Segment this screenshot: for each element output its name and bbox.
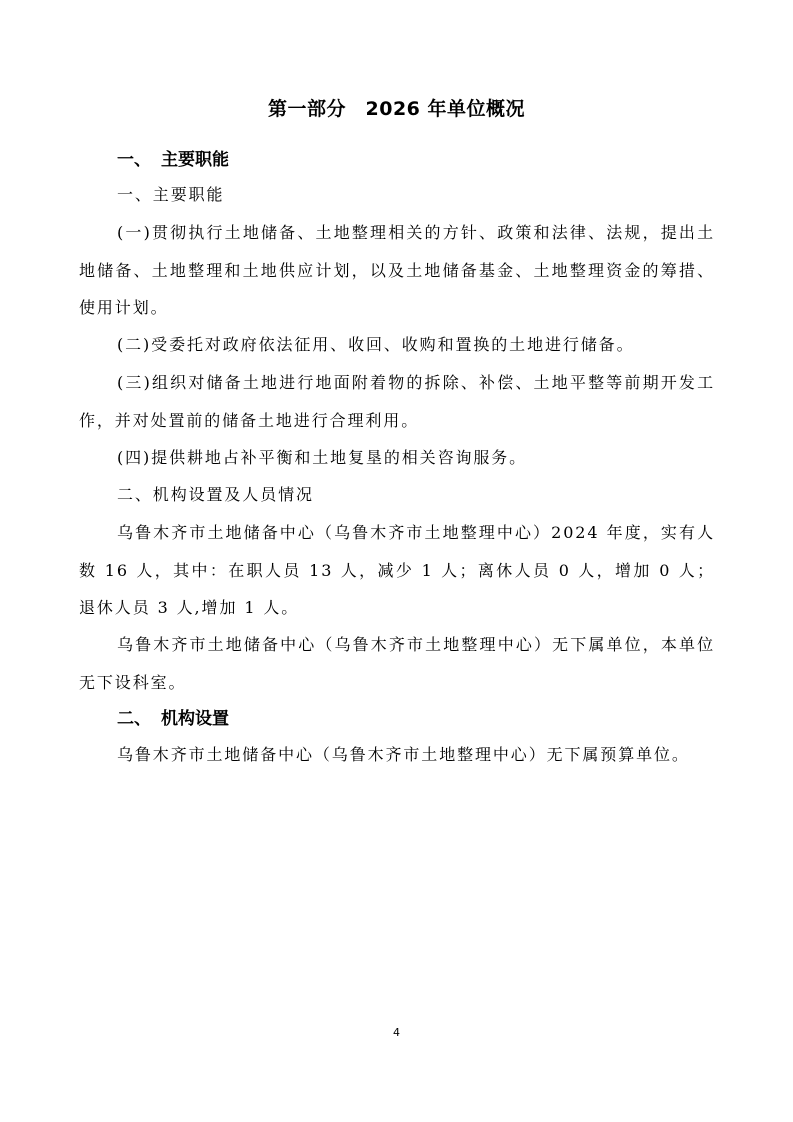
section-heading-main-functions — [117, 148, 229, 172]
paragraph-staffing-numbers: 乌鲁木齐市土地储备中心（乌鲁木齐市土地整理中心）2024 年度，实有人数 16 人，其中：在职人员 13 人，减少 1 人；离休人员 0 人，增加 0 人；退休人员 3 人,增加 1 人。 — [79, 523, 715, 617]
section-heading-text: 主要职能 — [161, 150, 229, 170]
paragraph-duty-2: (二)受委托对政府依法征用、收回、收购和置换的土地进行储备。 — [117, 335, 635, 354]
paragraph-budget-units: 乌鲁木齐市土地储备中心（乌鲁木齐市土地整理中心）无下属预算单位。 — [117, 745, 690, 764]
subheading-main-functions: 一、主要职能 — [117, 185, 225, 204]
section-heading-organization — [117, 707, 229, 731]
paragraph-duty-4: (四)提供耕地占补平衡和土地复垦的相关咨询服务。 — [117, 448, 528, 467]
section-heading-text: 机构设置 — [161, 709, 229, 729]
subheading-staffing: 二、机构设置及人员情况 — [117, 485, 314, 504]
paragraph-duty-3: (三)组织对储备土地进行地面附着物的拆除、补偿、土地平整等前期开发工作，并对处置前的储备土地进行合理利用。 — [79, 373, 715, 430]
page-title: 第一部分 2026 年单位概况 — [268, 98, 525, 120]
page-number: 4 — [393, 1026, 400, 1039]
section-number: 二、 — [117, 709, 151, 729]
section-number: 一、 — [117, 150, 151, 170]
paragraph-duty-1: (一)贯彻执行土地储备、土地整理相关的方针、政策和法律、法规，提出土地储备、土地整理和土地供应计划，以及土地储备基金、土地整理资金的筹措、使用计划。 — [79, 223, 715, 317]
paragraph-subordinate-units: 乌鲁木齐市土地储备中心（乌鲁木齐市土地整理中心）无下属单位，本单位无下设科室。 — [79, 635, 715, 692]
